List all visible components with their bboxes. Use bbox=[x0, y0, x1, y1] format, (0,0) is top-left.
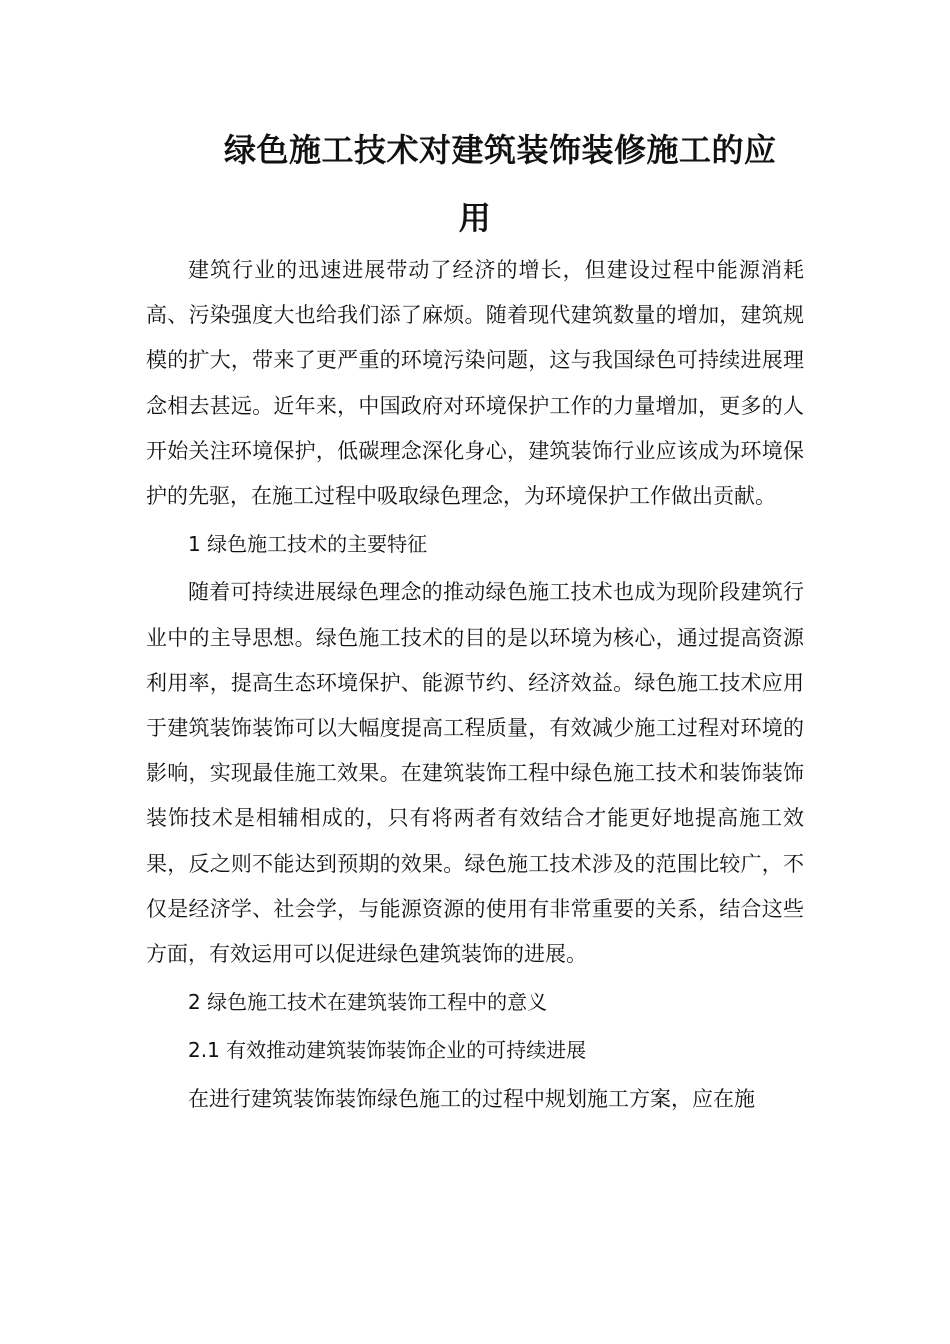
section-heading-1: 1 绿色施工技术的主要特征 bbox=[188, 532, 428, 557]
paragraph-section-1: 随着可持续进展绿色理念的推动绿色施工技术也成为现阶段建筑行业中的主导思想。绿色施工技术的目的是以环境为核心，通过提高资源利用率，提高生态环境保护、能源节约、经济效益。绿色施工技术应用于建筑装饰装饰可以大幅度提高工程质量，有效减少施工过程对环境的影响，实现最佳施工效果。在建筑装饰工程中绿色施工技术和装饰装饰装饰技术是相辅相成的，只有将两者有效结合才能更好地提高施工效果，反之则不能达到预期的效果。绿色施工技术涉及的范围比较广，不仅是经济学、社会学，与能源资源的使用有非常重要的关系，结合这些方面，有效运用可以促进绿色建筑装饰的进展。 bbox=[146, 580, 804, 967]
section-heading-2: 2 绿色施工技术在建筑装饰工程中的意义 bbox=[188, 990, 548, 1015]
title-line-1: 绿色施工技术对建筑装饰装修施工的应 bbox=[224, 131, 777, 169]
paragraph-section-2-1: 在进行建筑装饰装饰绿色施工的过程中规划施工方案，应在施 bbox=[188, 1086, 755, 1111]
document-page bbox=[146, 0, 804, 1344]
document-body bbox=[146, 248, 804, 1122]
subsection-heading-2-1: 2.1 有效推动建筑装饰装饰企业的可持续进展 bbox=[188, 1038, 587, 1063]
title-line-2: 用 bbox=[458, 199, 492, 237]
paragraph-intro: 建筑行业的迅速进展带动了经济的增长，但建设过程中能源消耗高、污染强度大也给我们添了麻烦。随着现代建筑数量的增加，建筑规模的扩大，带来了更严重的环境污染问题，这与我国绿色可持续进展理念相去甚远。近年来，中国政府对环境保护工作的力量增加，更多的人开始关注环境保护，低碳理念深化身心，建筑装饰行业应该成为环境保护的先驱，在施工过程中吸取绿色理念，为环境保护工作做出贡献。 bbox=[146, 258, 804, 509]
document-title bbox=[146, 116, 804, 252]
